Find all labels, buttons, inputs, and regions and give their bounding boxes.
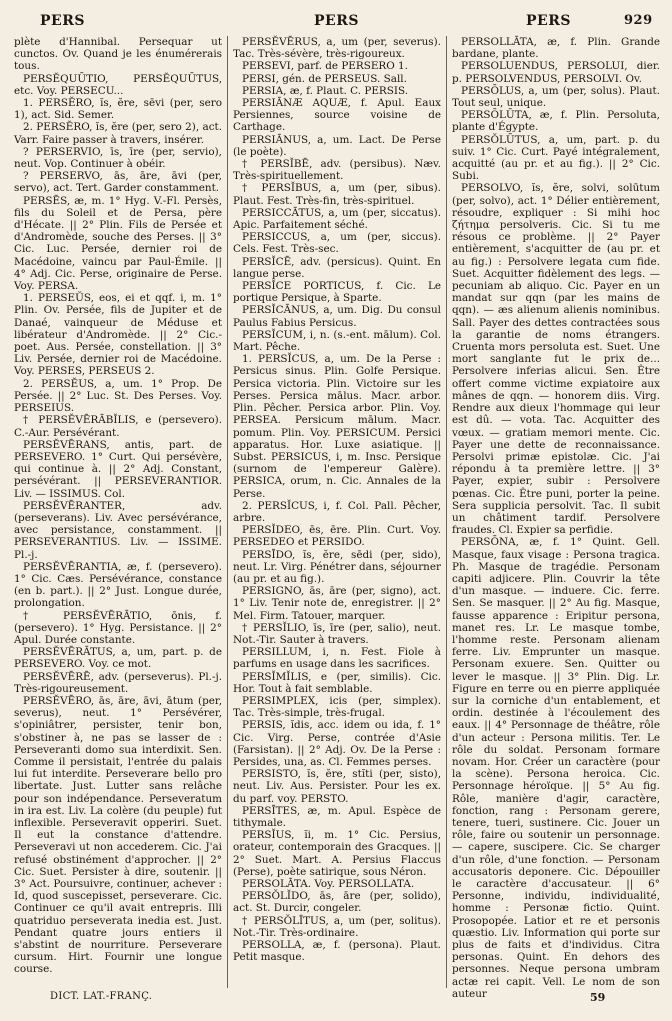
- signature-mark: 59: [590, 991, 606, 1004]
- dictionary-entry: PERSĔQUŪTIO, PERSĔQUŪTUS, etc. Voy. PERSECU...: [14, 72, 222, 97]
- dictionary-entry: PERSĬCUM, i, n. (s.-ent. mālum). Col. Mart. Pêche.: [233, 328, 441, 354]
- dictionary-entry: PERSĬMĬLIS, e (per, similis). Cic. Hor. Tout à fait semblable.: [233, 670, 441, 695]
- dictionary-entry: ? PERSERVO, ās, āre, āvi (per, servo), act. Tert. Garder constamment.: [14, 170, 222, 195]
- dictionary-entry: PERSŌLŪTA, æ, f. Plin. Persoluta, plante d'Égypte.: [452, 109, 660, 134]
- dictionary-entry: PERSĬCĀNUS, a, um. Dig. Du consul Paulus Fabius Persicus.: [233, 304, 441, 329]
- page-header: [14, 13, 666, 35]
- dictionary-entry: PERSĬDEO, ēs, ēre. Plin. Curt. Voy. PERSEDEO et PERSIDO.: [233, 524, 441, 549]
- page-footer: [14, 991, 666, 1009]
- dictionary-entry: PERSĬCE PORTICUS, f. Cic. Le portique Persique, à Sparte.: [233, 280, 441, 305]
- dictionary-entry: PERSILLUM, i, n. Fest. Fiole à parfums en usage dans les sacrifices.: [233, 646, 441, 671]
- column-middle: [233, 36, 441, 988]
- dictionary-entry: 1. PERSĔRO, ĭs, ĕre, sēvi (per, sero 1), act. Sid. Semer.: [14, 97, 222, 122]
- dictionary-entry: † PERSĬLIO, īs, īre (per, salio), neut. Not.-Tir. Sauter à travers.: [233, 621, 441, 646]
- dictionary-entry: PERSĔVĒRANTER, adv. (perseverans). Liv. Avec persévérance, avec persistance, constamment. || PERSEVERANTIUS. Liv. — ISSIME. Pl.-j.: [14, 499, 222, 561]
- dictionary-entry: PERSĪDO, ĭs, ĕre, sēdi (per, sido), neut. Lr. Virg. Pénétrer dans, séjourner (au pr. et au fig.).: [233, 548, 441, 585]
- dictionary-entry: 2. PERSĔRO, ĭs, ĕre (per, sero 2), act. Varr. Faire passer à travers, insérer.: [14, 121, 222, 146]
- column-left: [14, 36, 222, 988]
- dictionary-entry: † PERSĬBUS, a, um (per, sibus). Plaut. Fest. Très-fin, très-spirituel.: [233, 182, 441, 207]
- running-head-right: PERS: [526, 13, 571, 29]
- dictionary-entry: PERSOLVO, ĭs, ĕre, solvi, solūtum (per, solvo), act. 1° Délier entièrement, résoudre, expliquer : Si mihi hoc ζήτημα persolveris. Cic. Si tu me résous ce problème. || 2° Payer entièrement, s'acquitter de (au pr. et au fig.) : Persolvere legata cum fide. Suet. Acquitter fidèlement des legs. — pecuniam ab aliquo. Cic. Payer en un mandat sur qqn (par les mains de qqn). — æs alienum alienis nominibus. Sall. Payer des dettes contractées sous la garantie de noms étrangers. Cruenta mors persoluta est. Suet. Une mort sanglante fut le prix de... Persolvere inferias alicui. Sen. Être offert comme victime expiatoire aux mânes de qqn. — honorem diis. Virg. Rendre aux dieux l'hommage qui leur est dû. — vota. Tac. Acquitter des vœux. — gratiam memori mente. Cic. Payer une dette de reconnaissance. Persolvi primæ epistolæ. Cic. J'ai répondu à ta première lettre. || 3° Payer, expier, subir : Persolvere pœnas. Cic. Être puni, porter la peine. Sera supplicia persolvit. Tac. Il subit un châtiment tardif. Persolvere fraudes. Cl. Expier sa perfidie.: [452, 182, 660, 537]
- dictionary-entry: PERSOLLA, æ, f. (persona). Plaut. Petit masque.: [233, 939, 441, 964]
- dictionary-entry: PERSĪTES, æ, m. Apul. Espèce de tithymale.: [233, 804, 441, 829]
- dictionary-entry: PERSIĀNUS, a, um. Lact. De Perse (le poète).: [233, 133, 441, 158]
- dictionary-entry: PERSIMPLEX, icis (per, simplex). Tac. Très-simple, très-frugal.: [233, 694, 441, 720]
- dictionary-entry: PERSIA, æ, f. Plaut. C. PERSIS.: [242, 84, 409, 97]
- dictionary-entry: PERSĔVĒRANS, antis, part. de PERSEVERO. 1° Curt. Qui persévère, qui continue à. || 2° Adj. Constant, persévérant. || PERSEVERANTIOR. Liv. — ISSIMUS. Col.: [14, 438, 222, 500]
- dictionary-entry: PERSĔVĒRANTIA, æ, f. (persevero). 1° Cic. Cæs. Persévérance, constance (en b. part.). || 2° Just. Longue durée, prolongation.: [14, 560, 222, 610]
- page-number: 929: [624, 13, 653, 28]
- dictionary-entry: PERSOLUENDUS, PERSOLUI, dier. p. PERSOLVENDUS, PERSOLVI. Ov.: [452, 60, 660, 85]
- dictionary-entry: PERSISTO, ĭs, ĕre, stĭti (per, sisto), neut. Liv. Aus. Persister. Pour les ex. du parf. voy. PERSTO.: [233, 768, 441, 805]
- dictionary-entry: PERSIGNO, ās, āre (per, signo), act. 1° Liv. Tenir note de, enregistrer. || 2° Mel. Firm. Tatouer, marquer.: [233, 585, 441, 622]
- dictionary-entry: PERSĔVĒRĀTUS, a, um, part. p. de PERSEVERO. Voy. ce mot.: [14, 646, 222, 671]
- dictionary-entry: PERSĬUS, ĭi, m. 1° Cic. Persius, orateur, contemporain des Gracques. || 2° Suet. Mart. A. Persius Flaccus (Perse), poète satirique, sous Néron.: [233, 829, 441, 878]
- dictionary-entry: PERSĬCĒ, adv. (persicus). Quint. En langue perse.: [233, 255, 441, 280]
- column-divider: [446, 36, 447, 988]
- dictionary-entry: PERSICCĀTUS, a, um (per, siccatus). Apic. Parfaitement séché.: [233, 206, 441, 232]
- dictionary-entry: PERSICCUS, a, um (per, siccus). Cels. Fest. Très-sec.: [233, 231, 441, 256]
- dictionary-entry: PERSŎLĬDO, ās, āre (per, solido), act. St. Durcir, congeler.: [233, 890, 441, 915]
- dictionary-entry: † PERSĔVĒRĀTIO, ōnis, f. (persevero). 1° Hyg. Persistance. || 2° Apul. Durée constante.: [14, 609, 222, 646]
- dictionary-entry: plète d'Hannibal. Persequar ut cunctos. Ov. Quand je les énumérerais tous.: [14, 36, 222, 73]
- dictionary-entry: PERSI, gén. de PERSEUS. Sall.: [242, 72, 407, 85]
- dictionary-entry: 1. PERSEŬS, eos, ei et qqf. i, m. 1° Plin. Ov. Persée, fils de Jupiter et de Danaé, vainqueur de Méduse et libérateur d'Andromède. || 2° Cic.-poet. Aus. Persée, constellation. || 3° Liv. Persée, dernier roi de Macédoine. Voy. PERSES, PERSEUS 2.: [14, 292, 222, 378]
- dictionary-entry: PERSĔVĒRĒ, adv. (perseverus). Pl.-j. Très-rigoureusement.: [14, 670, 222, 695]
- dictionary-entry: PERSĔVĒRO, ās, āre, āvi, ātum (per, severus), neut. 1° Persévérer, s'opiniâtrer, persister, tenir bon, s'obstiner à, ne pas se lasser de : Perseveranti domo sua interdixit. Sen. Comme il persistait, l'entrée du palais lui fut interdite. Perseverare bello pro libertate. Just. Lutter sans relâche pour son indépendance. Perseveratum in ira est. Liv. La colère (du peuple) fut inflexible. Perseveravit opperiri. Suet. Il eut la constance d'attendre. Perseveravi ut non accederem. Cic. J'ai refusé obstinément d'approcher. || 2° Cic. Suet. Persister à dire, soutenir. || 3° Act. Poursuivre, continuer, achever : Id, quod suscepisset, perseverare. Cic. Continuer ce qu'il avait entrepris. Illi quatriduo perseverata inedia est. Just. Pendant quatre jours entiers il s'abstint de nourriture. Perseverare cursum. Hirt. Fournir une longue course.: [14, 694, 222, 976]
- running-head-left: PERS: [40, 13, 85, 29]
- footer-title: DICT. LAT.-FRANÇ.: [50, 991, 153, 1002]
- dictionary-entry: PERSĒS, æ, m. 1° Hyg. V.-Fl. Persès, fils du Soleil et de Persa, père d'Hécate. || 2° Plin. Fils de Persée et d'Andromède, souche des Perses. || 3° Cic. Luc. Persée, dernier roi de Macédoine, vaincu par Paul-Émile. || 4° Adj. Cic. Perse, originaire de Perse. Voy. PERSA.: [14, 194, 222, 293]
- dictionary-entry: PERSEVI, parf. de PERSERO 1.: [242, 60, 408, 73]
- dictionary-entry: PERSOLĀTA. Voy. PERSOLLATA.: [242, 878, 415, 891]
- dictionary-entry: PERSĔVĒRUS, a, um (per, severus). Tac. Très-sévère, très-rigoureux.: [233, 36, 441, 61]
- dictionary-entry: PERSŌNA, æ, f. 1° Quint. Gell. Masque, faux visage : Persona tragica. Ph. Masque de tragédie. Personam capiti adjicere. Plin. Couvrir la tête d'un masque. — induere. Cic. ferre. Sen. Se masquer. || 2° Au fig. Masque, fausse apparence : Eripitur persona, manet res. Lr. Le masque tombe, l'homme reste. Personam alienam ferre. Liv. Emprunter un masque. Personam exuere. Sen. Quitter ou lever le masque. || 3° Plin. Dig. Lr. Figure en terre ou en pierre appliquée sur la corniche d'un entablement, et ordin. destinée à l'écoulement des eaux. || 4° Personnage de théâtre, rôle d'un acteur : Persona militis. Ter. Le rôle du soldat. Personam formare novam. Hor. Créer un caractère (pour la scène). Persona heroica. Cic. Personnage héroïque. || 5° Au fig. Rôle, manière d'agir, caractère, fonction, rang : Personam gerere, tenere, tueri, sustinere. Cic. Jouer un rôle, faire ou soutenir un personnage. — capere, suscipere. Cic. Se charger d'un rôle, d'une fonction. — Personam accusatoris deponere. Cic. Dépouiller le caractère d'accusateur. || 6° Personne, individu, individualité, homme : Personæ fictio. Quint. Prosopopée. Latior et re et personis quæstio. Liv. Information qui porte sur plus de faits et d'individus. Citra personas. Quint. En dehors des personnes. Neque persona umbram actæ rei capit. Vell. Le nom de son auteur: [452, 536, 660, 1000]
- dictionary-entry: PERSOLLĀTA, æ, f. Plin. Grande bardane, plante.: [452, 36, 660, 61]
- dictionary-entry: PERSIĀNÆ AQUÆ, f. Apul. Eaux Persiennes, source voisine de Carthage.: [233, 97, 441, 134]
- dictionary-entry: PERSIS, ĭdis, acc. idem ou ida, f. 1° Cic. Virg. Perse, contrée d'Asie (Farsistan). || 2° Adj. Ov. De la Perse : Persides, una, as. Cl. Femmes perses.: [233, 719, 441, 768]
- dictionary-entry: PERSŎLŪTUS, a, um, part. p. du suiv. 1° Cic. Curt. Payé intégralement, acquitté (au pr. et au fig.). || 2° Cic. Subi.: [452, 133, 660, 183]
- dictionary-entry: PERSŌLUS, a, um (per, solus). Plaut. Tout seul, unique.: [452, 84, 660, 110]
- dictionary-entry: 2. PERSĔUS, a, um. 1° Prop. De Persée. || 2° Luc. St. Des Perses. Voy. PERSEIUS.: [14, 377, 222, 415]
- dictionary-entry: 1. PERSĬCUS, a, um. De la Perse : Persicus sinus. Plin. Golfe Persique. Persica victoria. Plin. Victoire sur les Perses. Persica mālus. Macr. arbor. Plin. Pêcher. Persica arbor. Plin. Voy. PERSEA. Persicum mālum. Macr. pomum. Plin. Voy. PERSICUM. Persici apparatus. Hor. Luxe asiatique. || Subst. PERSICUS, i, m. Insc. Persique (surnom de l'empereur Galère). PERSICA, orum, n. Cic. Annales de la Perse.: [233, 353, 441, 500]
- column-divider: [227, 36, 228, 988]
- dictionary-entry: 2. PERSĬCUS, i, f. Col. Pall. Pêcher, arbre.: [233, 499, 441, 524]
- dictionary-entry: † PERSŎLĪTUS, a, um (per, solitus). Not.-Tir. Très-ordinaire.: [233, 914, 441, 939]
- dictionary-entry: ? PERSERVIO, īs, īre (per, servio), neut. Vop. Continuer à obéir.: [14, 145, 222, 171]
- running-head-center: PERS: [314, 13, 359, 29]
- dictionary-entry: † PERSĬBĒ, adv. (persibus). Næv. Très-spirituellement.: [233, 158, 441, 183]
- dictionary-entry: † PERSĔVĒRĀBĬLIS, e (persevero). C.-Aur. Persévérant.: [14, 414, 222, 439]
